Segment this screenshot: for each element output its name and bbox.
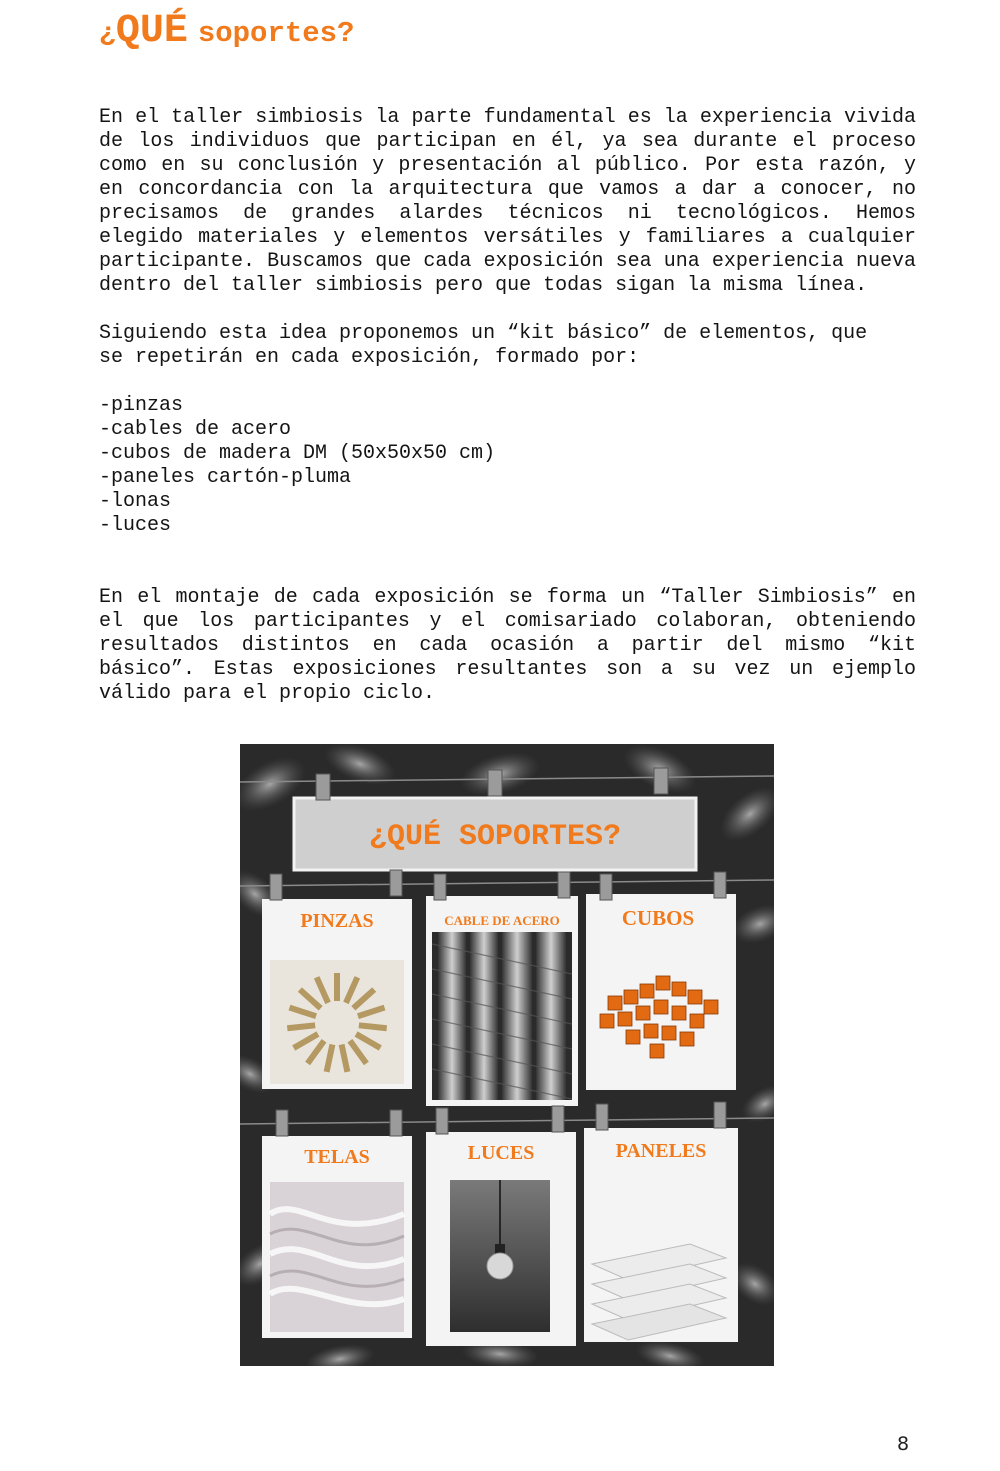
paragraph-kit-intro xyxy=(99,322,916,370)
kit-item: -cables de acero xyxy=(99,418,292,441)
page-number: 8 xyxy=(897,1433,910,1455)
card-pinzas-label: PINZAS xyxy=(300,910,374,932)
collage-graphic xyxy=(240,744,774,1366)
page-title xyxy=(99,9,355,54)
kit-item: -luces xyxy=(99,514,172,537)
title-que: QUÉ xyxy=(115,9,188,54)
paragraph-intro: En el taller simbiosis la parte fundamental es la experiencia vivida de los individuos que participan en él, ya sea durante el proceso como en su conclusión y presentación al público. Por esta razón, y en concordancia con la arquitectura que vamos a dar a conocer, no precisamos de grandes alardes técnicos ni tecnológicos. Hemos elegido materiales y elementos versátiles y familiares a cualquier participante. Buscamos que cada exposición sea una experiencia nueva dentro del taller simbiosis pero que todas sigan la misma línea. xyxy=(99,106,916,297)
card-cable xyxy=(426,896,578,1106)
kit-item: -cubos de madera DM (50x50x50 cm) xyxy=(99,442,496,465)
card-paneles-label: PANELES xyxy=(615,1140,707,1162)
banner xyxy=(294,798,696,870)
kit-list xyxy=(99,394,495,538)
kit-item: -paneles cartón-pluma xyxy=(99,466,352,489)
card-pinzas xyxy=(262,899,412,1089)
card-cubos xyxy=(586,894,736,1090)
card-cubos-label: CUBOS xyxy=(621,906,695,930)
card-telas-label: TELAS xyxy=(304,1146,370,1168)
paragraph-montaje: En el montaje de cada exposición se forma un “Taller Simbiosis” en el que los participantes y el comisariado colaboran, obteniendo resultados distintos en cada ocasión a partir del mismo “kit básico”. Estas exposiciones resultantes son a su vez un ejemplo válido para el propio ciclo. xyxy=(99,586,916,705)
paragraph-kit-intro-line-1: Siguiendo esta idea proponemos un “kit básico” de elementos, que xyxy=(99,322,868,345)
card-paneles xyxy=(584,1128,738,1342)
paragraph-kit-intro-line-2: se repetirán en cada exposición, formado por: xyxy=(99,346,640,369)
supports-collage xyxy=(240,744,774,1366)
kit-item: -lonas xyxy=(99,490,172,513)
kit-item: -pinzas xyxy=(99,394,184,417)
title-inverted-question: ¿ xyxy=(99,19,116,50)
card-luces-label: LUCES xyxy=(467,1142,535,1164)
steel-cable-image xyxy=(432,932,572,1100)
title-soportes: soportes? xyxy=(197,17,355,50)
banner-title: ¿QUÉ SOPORTES? xyxy=(368,820,622,854)
card-cable-label: CABLE DE ACERO xyxy=(444,913,560,928)
card-luces xyxy=(426,1132,576,1346)
card-telas xyxy=(262,1136,412,1338)
